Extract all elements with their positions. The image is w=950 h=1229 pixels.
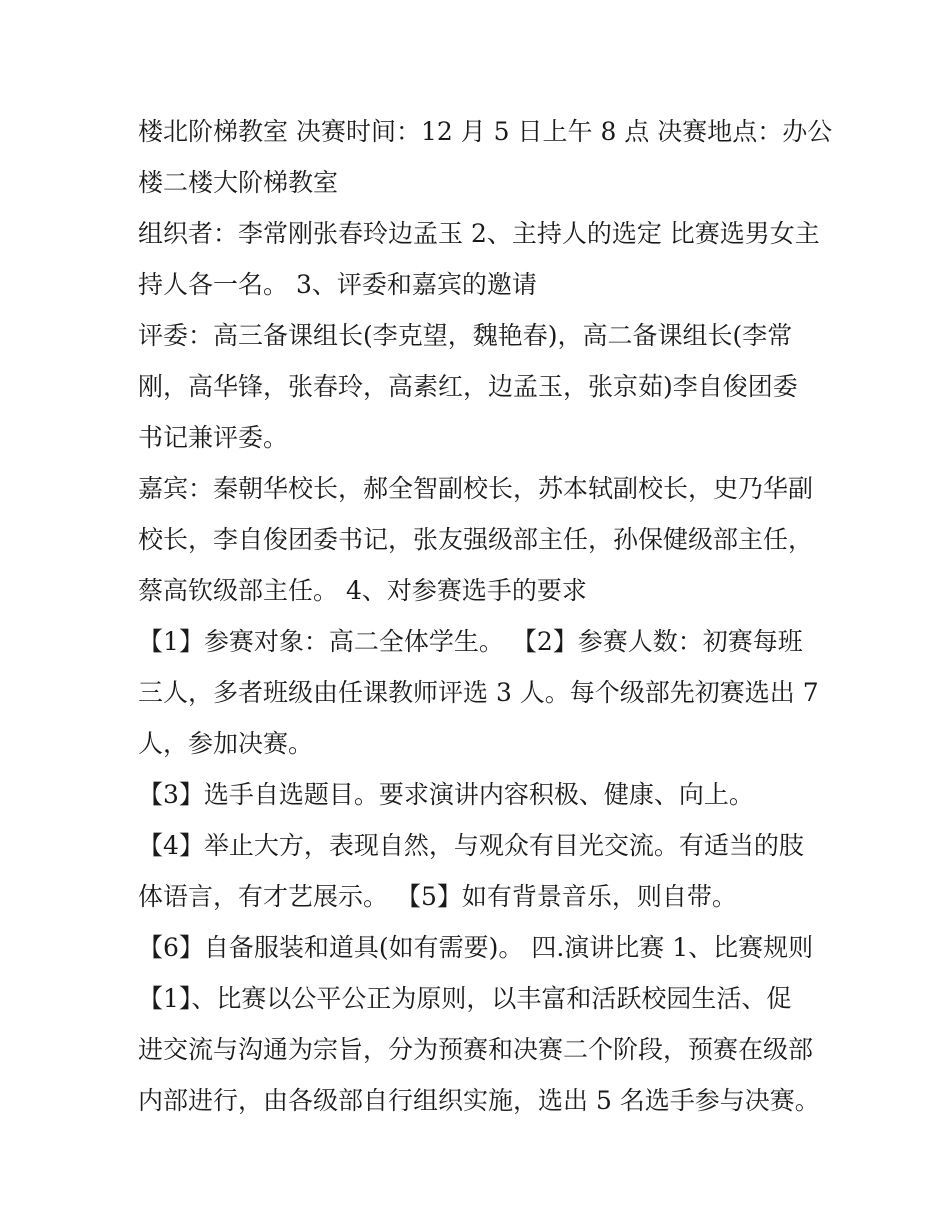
text-line: 【3】选手自选题目。要求演讲内容积极、健康、向上。 bbox=[138, 780, 754, 809]
text-line: 刚，高华锋，张春玲，高素红，边孟玉，张京茹)李自俊团委 bbox=[138, 372, 798, 401]
text-line: 内部进行，由各级部自行组织实施，选出 5 名选手参与决赛。 bbox=[138, 1086, 820, 1115]
text-line: 【1】、比赛以公平公正为原则，以丰富和活跃校园生活、促 bbox=[138, 984, 792, 1013]
text-line: 进交流与沟通为宗旨，分为预赛和决赛二个阶段，预赛在级部 bbox=[138, 1035, 814, 1064]
text-line: 评委：高三备课组长(李克望，魏艳春)，高二备课组长(李常 bbox=[138, 321, 793, 350]
text-line: 组织者：李常刚张春玲边孟玉 2、主持人的选定 比赛选男女主 bbox=[138, 219, 820, 248]
text-line: 楼二楼大阶梯教室 bbox=[138, 168, 339, 197]
text-line: 嘉宾：秦朝华校长，郝全智副校长，苏本轼副校长，史乃华副 bbox=[138, 474, 814, 503]
text-line: 【6】自备服装和道具(如有需要)。 四.演讲比赛 1、比赛规则 bbox=[138, 933, 814, 962]
text-line: 三人，多者班级由任课教师评选 3 人。每个级部先初赛选出 7 bbox=[138, 678, 819, 707]
text-line: 楼北阶梯教室 决赛时间：12 月 5 日上午 8 点 决赛地点：办公 bbox=[138, 117, 833, 146]
text-line: 【1】参赛对象：高二全体学生。 【2】参赛人数：初赛每班 bbox=[138, 627, 803, 656]
text-line: 持人各一名。 3、评委和嘉宾的邀请 bbox=[138, 270, 537, 299]
text-line: 【4】举止大方，表现自然，与观众有目光交流。有适当的肢 bbox=[138, 831, 804, 860]
text-line: 书记兼评委。 bbox=[138, 423, 289, 452]
text-line: 体语言，有才艺展示。 【5】如有背景音乐，则自带。 bbox=[138, 882, 737, 911]
text-line: 蔡高钦级部主任。 4、对参赛选手的要求 bbox=[138, 576, 587, 605]
text-line: 人，参加决赛。 bbox=[138, 729, 314, 758]
text-line: 校长，李自俊团委书记，张友强级部主任，孙保健级部主任， bbox=[138, 525, 814, 554]
document-body bbox=[138, 106, 833, 1126]
